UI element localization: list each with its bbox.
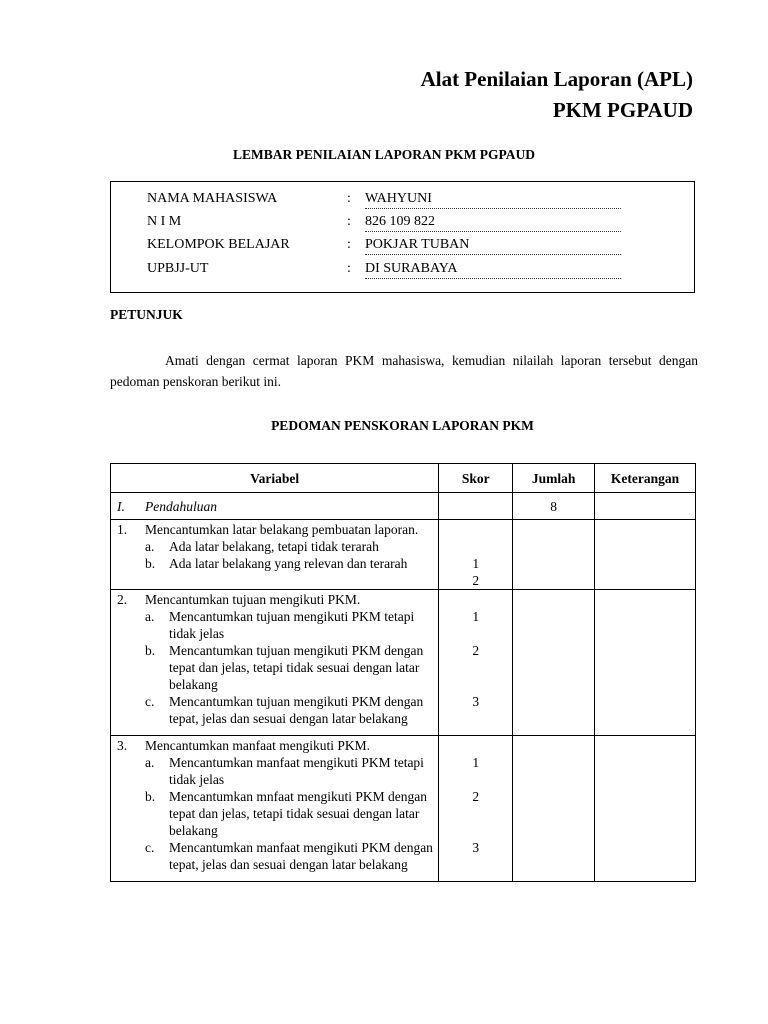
option-letter: b.	[145, 556, 156, 571]
option-letter: b.	[145, 643, 156, 658]
criterion-option	[117, 788, 434, 839]
section-number: I.	[117, 499, 125, 514]
student-name-field[interactable]: WAHYUNI	[365, 191, 621, 209]
identity-label: KELOMPOK BELAJAR	[147, 237, 290, 252]
identity-label: N I M	[147, 214, 182, 229]
jumlah-cell[interactable]	[513, 520, 595, 590]
instructions-text: Amati dengan cermat laporan PKM mahasiswa, kemudian nilailah laporan tersebut dengan pedoman penskoran berikut ini.	[110, 353, 698, 389]
keterangan-cell[interactable]	[595, 590, 696, 736]
criterion-heading	[117, 591, 434, 608]
identity-colon: :	[347, 261, 351, 276]
student-nim-field[interactable]: 826 109 822	[365, 214, 621, 232]
identity-colon: :	[347, 237, 351, 252]
criterion-cell	[111, 590, 439, 736]
section-keterangan-cell[interactable]	[595, 493, 696, 520]
criterion-number: 2.	[117, 592, 128, 607]
jumlah-cell[interactable]	[513, 590, 595, 736]
option-text: Mencantumkan tujuan mengikuti PKM dengan tepat, jelas dan sesuai dengan latar belakang	[169, 694, 424, 726]
study-group-field[interactable]: POKJAR TUBAN	[365, 237, 621, 255]
option-score: 3	[472, 840, 480, 855]
option-text: Ada latar belakang yang relevan dan terarah	[169, 556, 408, 571]
option-score: 1	[472, 609, 480, 624]
option-letter: c.	[145, 694, 155, 709]
identity-colon: :	[347, 191, 351, 206]
option-letter: b.	[145, 789, 156, 804]
criterion-heading	[117, 737, 434, 754]
score-cell	[439, 736, 513, 882]
section-score-cell	[439, 493, 513, 520]
identity-label: UPBJJ-UT	[147, 261, 209, 276]
student-identity-box	[110, 181, 695, 293]
option-letter: a.	[145, 609, 155, 624]
score-cell	[439, 520, 513, 590]
criterion-option	[117, 839, 434, 873]
criterion-heading	[117, 521, 434, 538]
option-text: Mencantumkan manfaat mengikuti PKM dengan tepat, jelas dan sesuai dengan latar belakang	[169, 840, 433, 872]
option-score: 2	[472, 573, 480, 588]
scoring-table	[110, 463, 696, 882]
option-letter: a.	[145, 755, 155, 770]
criterion-text: Mencantumkan manfaat mengikuti PKM.	[145, 738, 370, 753]
criterion-option	[117, 538, 434, 555]
identity-colon: :	[347, 214, 351, 229]
option-score: 3	[472, 694, 480, 709]
upbjj-field[interactable]: DI SURABAYA	[365, 261, 621, 279]
document-subtitle-program: PKM PGPAUD	[552, 98, 693, 122]
column-header-variabel: Variabel	[111, 464, 439, 493]
option-score: 2	[472, 789, 480, 804]
option-text: Ada latar belakang, tetapi tidak terarah	[169, 539, 379, 554]
option-text: Mencantumkan tujuan mengikuti PKM tetapi tidak jelas	[169, 609, 415, 641]
criterion-text: Mencantumkan latar belakang pembuatan laporan.	[145, 522, 419, 537]
criterion-option	[117, 642, 434, 693]
option-text: Mencantumkan manfaat mengikuti PKM tetapi tidak jelas	[169, 755, 424, 787]
criterion-option	[117, 555, 434, 572]
section-name: Pendahuluan	[145, 499, 217, 514]
column-header-keterangan: Keterangan	[595, 464, 696, 493]
option-letter: c.	[145, 840, 155, 855]
table-header-row	[111, 464, 696, 493]
option-score: 2	[472, 643, 480, 658]
criterion-cell	[111, 736, 439, 882]
document-title: Alat Penilaian Laporan (APL)	[420, 67, 693, 91]
table-row	[111, 590, 696, 736]
criterion-text: Mencantumkan tujuan mengikuti PKM.	[145, 592, 361, 607]
criterion-option	[117, 693, 434, 727]
column-header-jumlah: Jumlah	[513, 464, 595, 493]
column-header-skor: Skor	[439, 464, 513, 493]
option-text: Mencantumkan mnfaat mengikuti PKM dengan tepat dan jelas, tetapi tidak sesuai dengan latar belakang	[169, 789, 427, 838]
criterion-number: 1.	[117, 522, 128, 537]
table-row	[111, 520, 696, 590]
score-cell	[439, 590, 513, 736]
option-text: Mencantumkan tujuan mengikuti PKM dengan tepat dan jelas, tetapi tidak sesuai dengan latar belakang	[169, 643, 424, 692]
option-score: 1	[472, 556, 480, 571]
criterion-number: 3.	[117, 738, 128, 753]
criterion-option	[117, 608, 434, 642]
keterangan-cell[interactable]	[595, 520, 696, 590]
identity-label: NAMA MAHASISWA	[147, 191, 278, 206]
section-jumlah-cell[interactable]: 8	[513, 493, 595, 520]
table-row	[111, 736, 696, 882]
criterion-option	[117, 754, 434, 788]
keterangan-cell[interactable]	[595, 736, 696, 882]
option-score: 1	[472, 755, 480, 770]
scoring-table-title: PEDOMAN PENSKORAN LAPORAN PKM	[271, 418, 534, 433]
form-title: LEMBAR PENILAIAN LAPORAN PKM PGPAUD	[233, 147, 535, 162]
instructions-heading: PETUNJUK	[110, 307, 183, 322]
section-variable-cell	[111, 493, 439, 520]
criterion-cell	[111, 520, 439, 590]
option-letter: a.	[145, 539, 155, 554]
section-row	[111, 493, 696, 520]
jumlah-cell[interactable]	[513, 736, 595, 882]
